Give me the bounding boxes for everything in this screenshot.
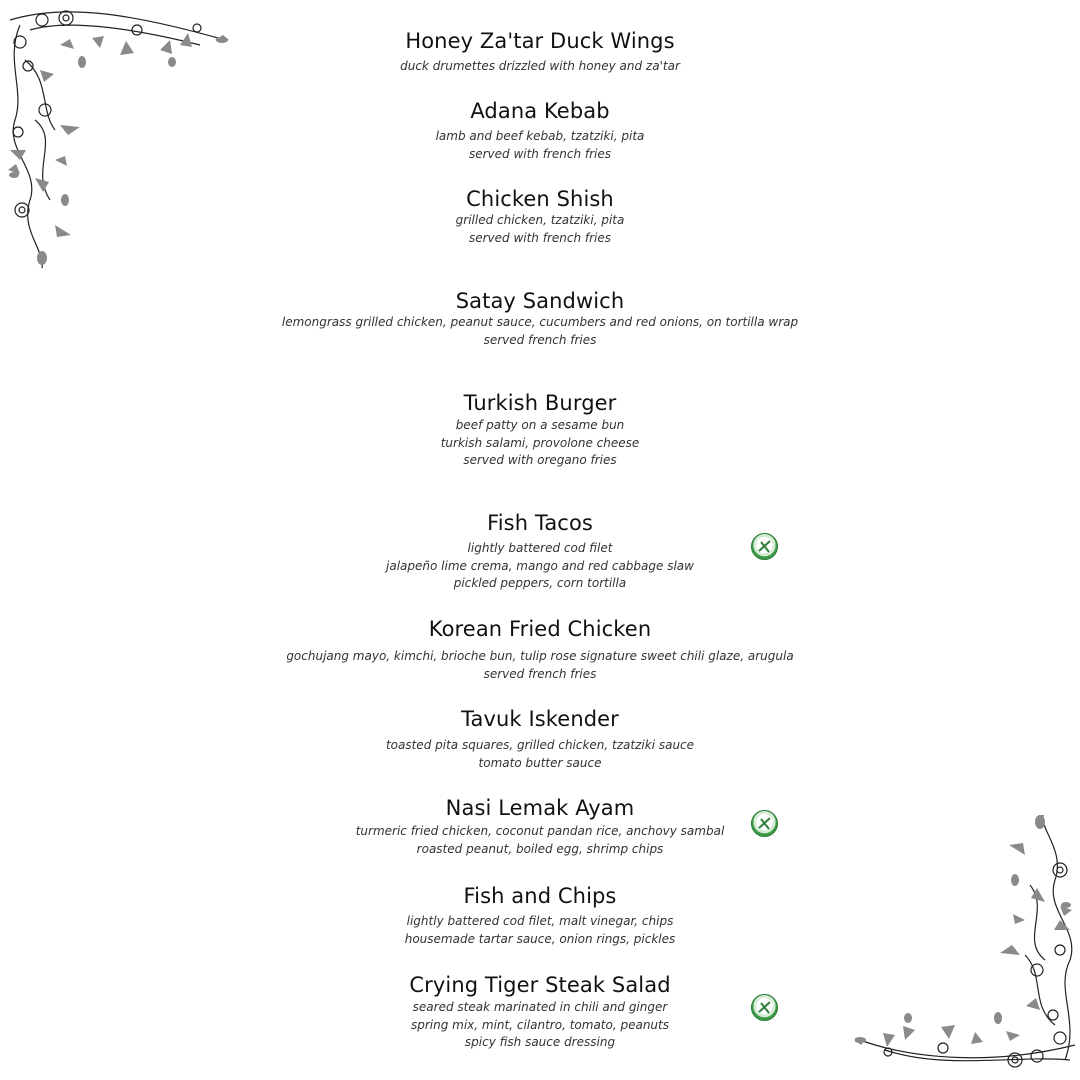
menu-item-fish-tacos [0, 510, 1080, 593]
description-line: duck drumettes drizzled with honey and za'tar [400, 59, 680, 73]
menu-item-name: Chicken Shish [466, 187, 614, 211]
menu-item-description [0, 417, 1080, 470]
spicy-rating-badge-icon [751, 810, 778, 837]
description-line: lightly battered cod filet, malt vinegar, chips [406, 914, 674, 928]
menu-item-description [0, 648, 1080, 683]
menu-item-honey-zatar-duck-wings [0, 28, 1080, 76]
menu-item-name: Satay Sandwich [455, 289, 625, 313]
menu-item-chicken-shish [0, 186, 1080, 247]
menu-item-fish-and-chips [0, 883, 1080, 948]
description-line: tomato butter sauce [478, 755, 602, 770]
menu-item-name: Crying Tiger Steak Salad [409, 973, 671, 997]
menu-item-description [0, 314, 1080, 349]
description-line: gochujang mayo, kimchi, brioche bun, tulip rose signature sweet chili glaze, arugula [286, 649, 794, 663]
menu-item-name: Korean Fried Chicken [428, 617, 652, 641]
description-line: turmeric fried chicken, coconut pandan rice, anchovy sambal [355, 824, 725, 838]
menu-item-description [0, 823, 1080, 858]
menu-item-korean-fried-chicken [0, 616, 1080, 683]
description-line: beef patty on a sesame bun [455, 418, 625, 432]
description-line: toasted pita squares, grilled chicken, tzatziki sauce [385, 738, 695, 752]
menu-item-nasi-lemak-ayam [0, 795, 1080, 858]
description-line: served with oregano fries [463, 453, 617, 467]
description-line: grilled chicken, tzatziki, pita [455, 213, 625, 227]
description-line: served with french fries [468, 146, 612, 161]
description-line: spicy fish sauce dressing [464, 1035, 616, 1049]
description-line: lemongrass grilled chicken, peanut sauce, cucumbers and red onions, on tortilla wrap [281, 315, 799, 329]
menu-item-satay-sandwich [0, 288, 1080, 349]
description-line: served with french fries [468, 230, 612, 245]
menu-item-turkish-burger [0, 390, 1080, 470]
menu-item-description [0, 128, 1080, 163]
menu-item-description [0, 540, 1080, 593]
description-line: lamb and beef kebab, tzatziki, pita [435, 129, 645, 143]
menu-item-description [0, 999, 1080, 1052]
description-line: pickled peppers, corn tortilla [453, 576, 627, 590]
spicy-rating-badge-icon [751, 533, 778, 560]
menu-item-name: Nasi Lemak Ayam [445, 796, 635, 820]
menu-item-description [0, 737, 1080, 772]
description-line: turkish salami, provolone cheese [440, 435, 640, 450]
menu-item-description [0, 212, 1080, 247]
spicy-rating-badge-icon [751, 994, 778, 1021]
menu-item-tavuk-iskender [0, 706, 1080, 772]
menu-item-name: Tavuk Iskender [461, 707, 619, 731]
description-line: lightly battered cod filet [467, 541, 613, 555]
description-line: jalapeño lime crema, mango and red cabbage slaw [386, 558, 694, 573]
menu-item-adana-kebab [0, 98, 1080, 163]
menu-item-description [0, 58, 1080, 76]
menu-item-name: Honey Za'tar Duck Wings [405, 29, 675, 53]
menu-item-name: Fish and Chips [463, 884, 617, 908]
description-line: served french fries [483, 666, 597, 681]
menu-item-name: Adana Kebab [470, 99, 610, 123]
description-line: served french fries [483, 332, 597, 347]
description-line: seared steak marinated in chili and ginger [412, 1000, 668, 1014]
menu-item-name: Turkish Burger [463, 391, 617, 415]
menu-item-name: Fish Tacos [487, 511, 593, 535]
description-line: roasted peanut, boiled egg, shrimp chips [416, 841, 664, 856]
description-line: housemade tartar sauce, onion rings, pickles [404, 931, 676, 946]
menu-item-description [0, 913, 1080, 948]
menu-item-crying-tiger-steak-salad [0, 972, 1080, 1052]
description-line: spring mix, mint, cilantro, tomato, peanuts [410, 1017, 669, 1032]
